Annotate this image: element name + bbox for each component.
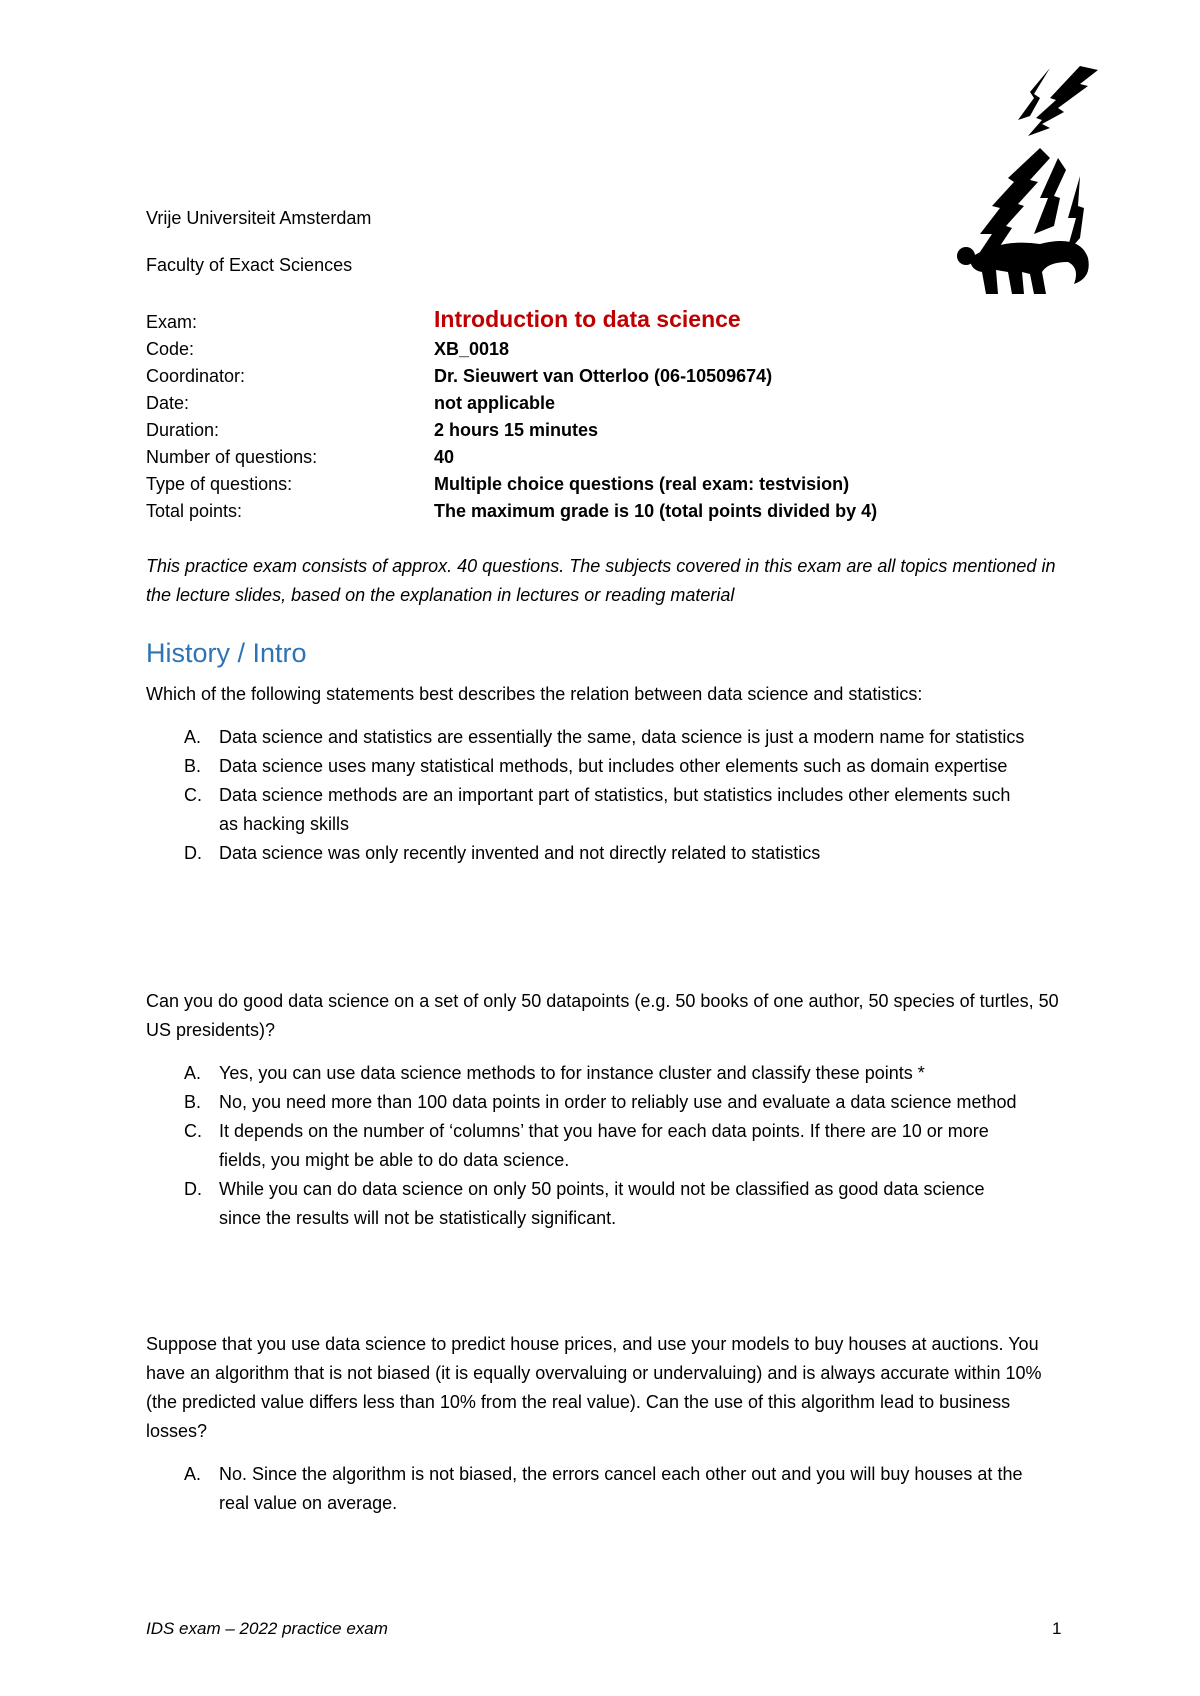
meta-key: Number of questions: bbox=[146, 447, 318, 467]
question-1 bbox=[146, 680, 1066, 868]
option-letter: B. bbox=[184, 756, 202, 776]
option-text: Data science and statistics are essentially the same, data science is just a modern name for statistics bbox=[219, 727, 1025, 747]
section-heading: History / Intro bbox=[146, 638, 307, 668]
answer-option bbox=[146, 1117, 1066, 1175]
meta-row-duration bbox=[146, 414, 1046, 441]
meta-key: Total points: bbox=[146, 501, 243, 521]
answer-option bbox=[146, 1175, 1066, 1233]
vu-griffin-logo-icon bbox=[930, 58, 1100, 298]
option-text: Data science was only recently invented and not directly related to statistics bbox=[219, 843, 821, 863]
question-2 bbox=[146, 987, 1066, 1233]
meta-row-number-of-questions bbox=[146, 441, 1046, 468]
answer-option bbox=[146, 781, 1066, 839]
option-letter: C. bbox=[184, 1121, 202, 1141]
answer-options bbox=[146, 1059, 1066, 1233]
option-text: No, you need more than 100 data points in order to reliably use and evaluate a data science method bbox=[219, 1092, 1017, 1112]
meta-key: Coordinator: bbox=[146, 366, 246, 386]
option-letter: A. bbox=[184, 1464, 202, 1484]
answer-option bbox=[146, 1460, 1066, 1518]
meta-row-coordinator bbox=[146, 360, 1046, 387]
option-letter: D. bbox=[184, 843, 202, 863]
meta-value: 2 hours 15 minutes bbox=[434, 420, 599, 440]
exam-intro-note: This practice exam consists of approx. 40 questions. The subjects covered in this exam are all topics mentioned in the lecture slides, based on the explanation in lectures or reading material bbox=[146, 556, 1056, 605]
answer-options bbox=[146, 1460, 1066, 1518]
meta-row-code bbox=[146, 333, 1046, 360]
option-letter: C. bbox=[184, 785, 202, 805]
question-text: Which of the following statements best describes the relation between data science and statistics: bbox=[146, 684, 923, 704]
question-text: Can you do good data science on a set of only 50 datapoints (e.g. 50 books of one author, 50 species of turtles, 50 US presidents)? bbox=[146, 991, 1059, 1040]
meta-value: not applicable bbox=[434, 393, 556, 413]
answer-option bbox=[146, 752, 1066, 781]
university-name: Vrije Universiteit Amsterdam bbox=[146, 208, 372, 228]
meta-row-exam bbox=[146, 301, 1046, 333]
meta-key: Duration: bbox=[146, 420, 220, 440]
option-text: Yes, you can use data science methods to for instance cluster and classify these points * bbox=[219, 1063, 925, 1083]
meta-value: Multiple choice questions (real exam: testvision) bbox=[434, 474, 850, 494]
answer-option bbox=[146, 723, 1066, 752]
answer-option bbox=[146, 839, 1066, 868]
page-footer-label: IDS exam – 2022 practice exam bbox=[146, 1619, 388, 1638]
answer-option bbox=[146, 1059, 1066, 1088]
option-letter: A. bbox=[184, 1063, 202, 1083]
meta-value: 40 bbox=[434, 447, 455, 467]
question-3 bbox=[146, 1330, 1066, 1518]
meta-row-type-of-questions bbox=[146, 468, 1046, 495]
option-letter: A. bbox=[184, 727, 202, 747]
meta-key: Type of questions: bbox=[146, 474, 293, 494]
faculty-name: Faculty of Exact Sciences bbox=[146, 255, 353, 275]
meta-value: XB_0018 bbox=[434, 339, 510, 359]
meta-row-date bbox=[146, 387, 1046, 414]
answer-options bbox=[146, 723, 1066, 868]
answer-option bbox=[146, 1088, 1066, 1117]
option-text: No. Since the algorithm is not biased, the errors cancel each other out and you will buy houses at the real value on average. bbox=[219, 1464, 1023, 1513]
exam-meta-table bbox=[146, 301, 1046, 522]
exam-title: Introduction to data science bbox=[434, 306, 741, 332]
meta-key: Date: bbox=[146, 393, 190, 413]
meta-value: Dr. Sieuwert van Otterloo (06-10509674) bbox=[434, 366, 773, 386]
option-text: Data science methods are an important part of statistics, but statistics includes other elements such as hacking skills bbox=[219, 785, 1011, 834]
option-letter: B. bbox=[184, 1092, 202, 1112]
meta-key: Exam: bbox=[146, 312, 198, 332]
option-text: It depends on the number of ‘columns’ that you have for each data points. If there are 10 or more fields, you might be able to do data science. bbox=[219, 1121, 989, 1170]
option-text: Data science uses many statistical methods, but includes other elements such as domain expertise bbox=[219, 756, 1008, 776]
page-number: 1 bbox=[1052, 1619, 1062, 1638]
option-text: While you can do data science on only 50 points, it would not be classified as good data science since the results will not be statistically significant. bbox=[219, 1179, 985, 1228]
meta-row-total-points bbox=[146, 495, 1046, 522]
meta-value: The maximum grade is 10 (total points divided by 4) bbox=[434, 501, 878, 521]
option-letter: D. bbox=[184, 1179, 202, 1199]
meta-key: Code: bbox=[146, 339, 195, 359]
question-text: Suppose that you use data science to predict house prices, and use your models to buy houses at auctions. You have an algorithm that is not biased (it is equally overvaluing or undervaluing) and is always accurate within 10% (the predicted value differs less than 10% from the real value). Can the use of this algorithm lead to business losses? bbox=[146, 1334, 1042, 1441]
